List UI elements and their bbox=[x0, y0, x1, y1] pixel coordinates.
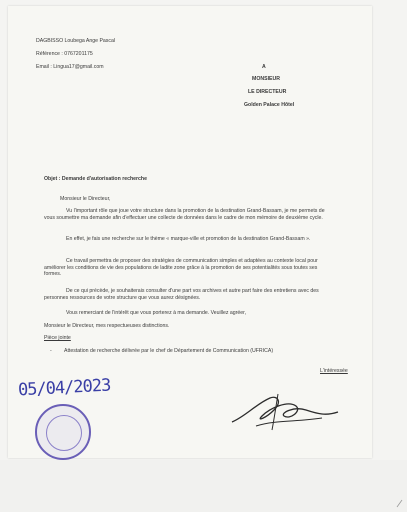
signature-label: L'intéressée bbox=[320, 368, 348, 374]
background-surface bbox=[0, 460, 407, 512]
recipient-role: LE DIRECTEUR bbox=[248, 89, 287, 95]
attachment-dash: - bbox=[50, 348, 52, 354]
recipient-title: MONSIEUR bbox=[252, 76, 280, 82]
recipient-a: A bbox=[262, 64, 266, 70]
sender-email: Email : Lingua17@gmail.com bbox=[36, 64, 104, 70]
paragraph-1: Vu l'important rôle que joue votre structure dans la promotion de la destination Grand-Bassam, je me permets de vous soumettre ma demande afin d'effectuer une collecte de données dans le cadre de mon mémoire de deuxième cycle. bbox=[44, 208, 325, 221]
salutation: Monsieur le Directeur, bbox=[60, 196, 111, 202]
recipient-company: Golden Palace Hôtel bbox=[244, 102, 295, 108]
handwritten-date: 05/04/2023 bbox=[17, 375, 111, 401]
paragraph-4: De ce qui précède, je souhaiterais consulter d'une part vos archives et autre part faire des entretiens avec des personnes ressources de votre structure que vous aurez désignées. bbox=[44, 288, 319, 301]
paragraph-2: En effet, je fais une recherche sur le thème « marque-ville et promotion de la destination Grand-Bassam ». bbox=[66, 236, 311, 242]
official-seal bbox=[35, 404, 91, 460]
objet-line: Objet : Demande d'autorisation recherche bbox=[44, 176, 147, 182]
piece-jointe-label: Pièce jointe bbox=[44, 335, 71, 341]
paragraph-5: Vous remerciant de l'intérêt que vous porterez à ma demande. Veuillez agréer, bbox=[66, 310, 247, 316]
closing-line: Monsieur le Directeur, mes respectueuses distinctions. bbox=[44, 323, 170, 329]
handwritten-signature bbox=[226, 386, 346, 436]
sender-name: DAGBISSO Loubega Ange Pascal bbox=[36, 38, 116, 44]
paragraph-3: Ce travail permettra de proposer des stratégies de communication simples et adaptées au contexte local pour améliorer les conditions de vie des populations de ladite zone grâce à la promotion de ses potentialités sous toutes ses formes. bbox=[44, 258, 318, 278]
letter-page bbox=[8, 6, 372, 458]
sender-phone: Référence : 0767201175 bbox=[36, 51, 93, 57]
attachment-text: Attestation de recherche délivrée par le chef de Département de Communication (UFRICA) bbox=[64, 348, 274, 354]
page-corner-icon bbox=[396, 499, 403, 508]
